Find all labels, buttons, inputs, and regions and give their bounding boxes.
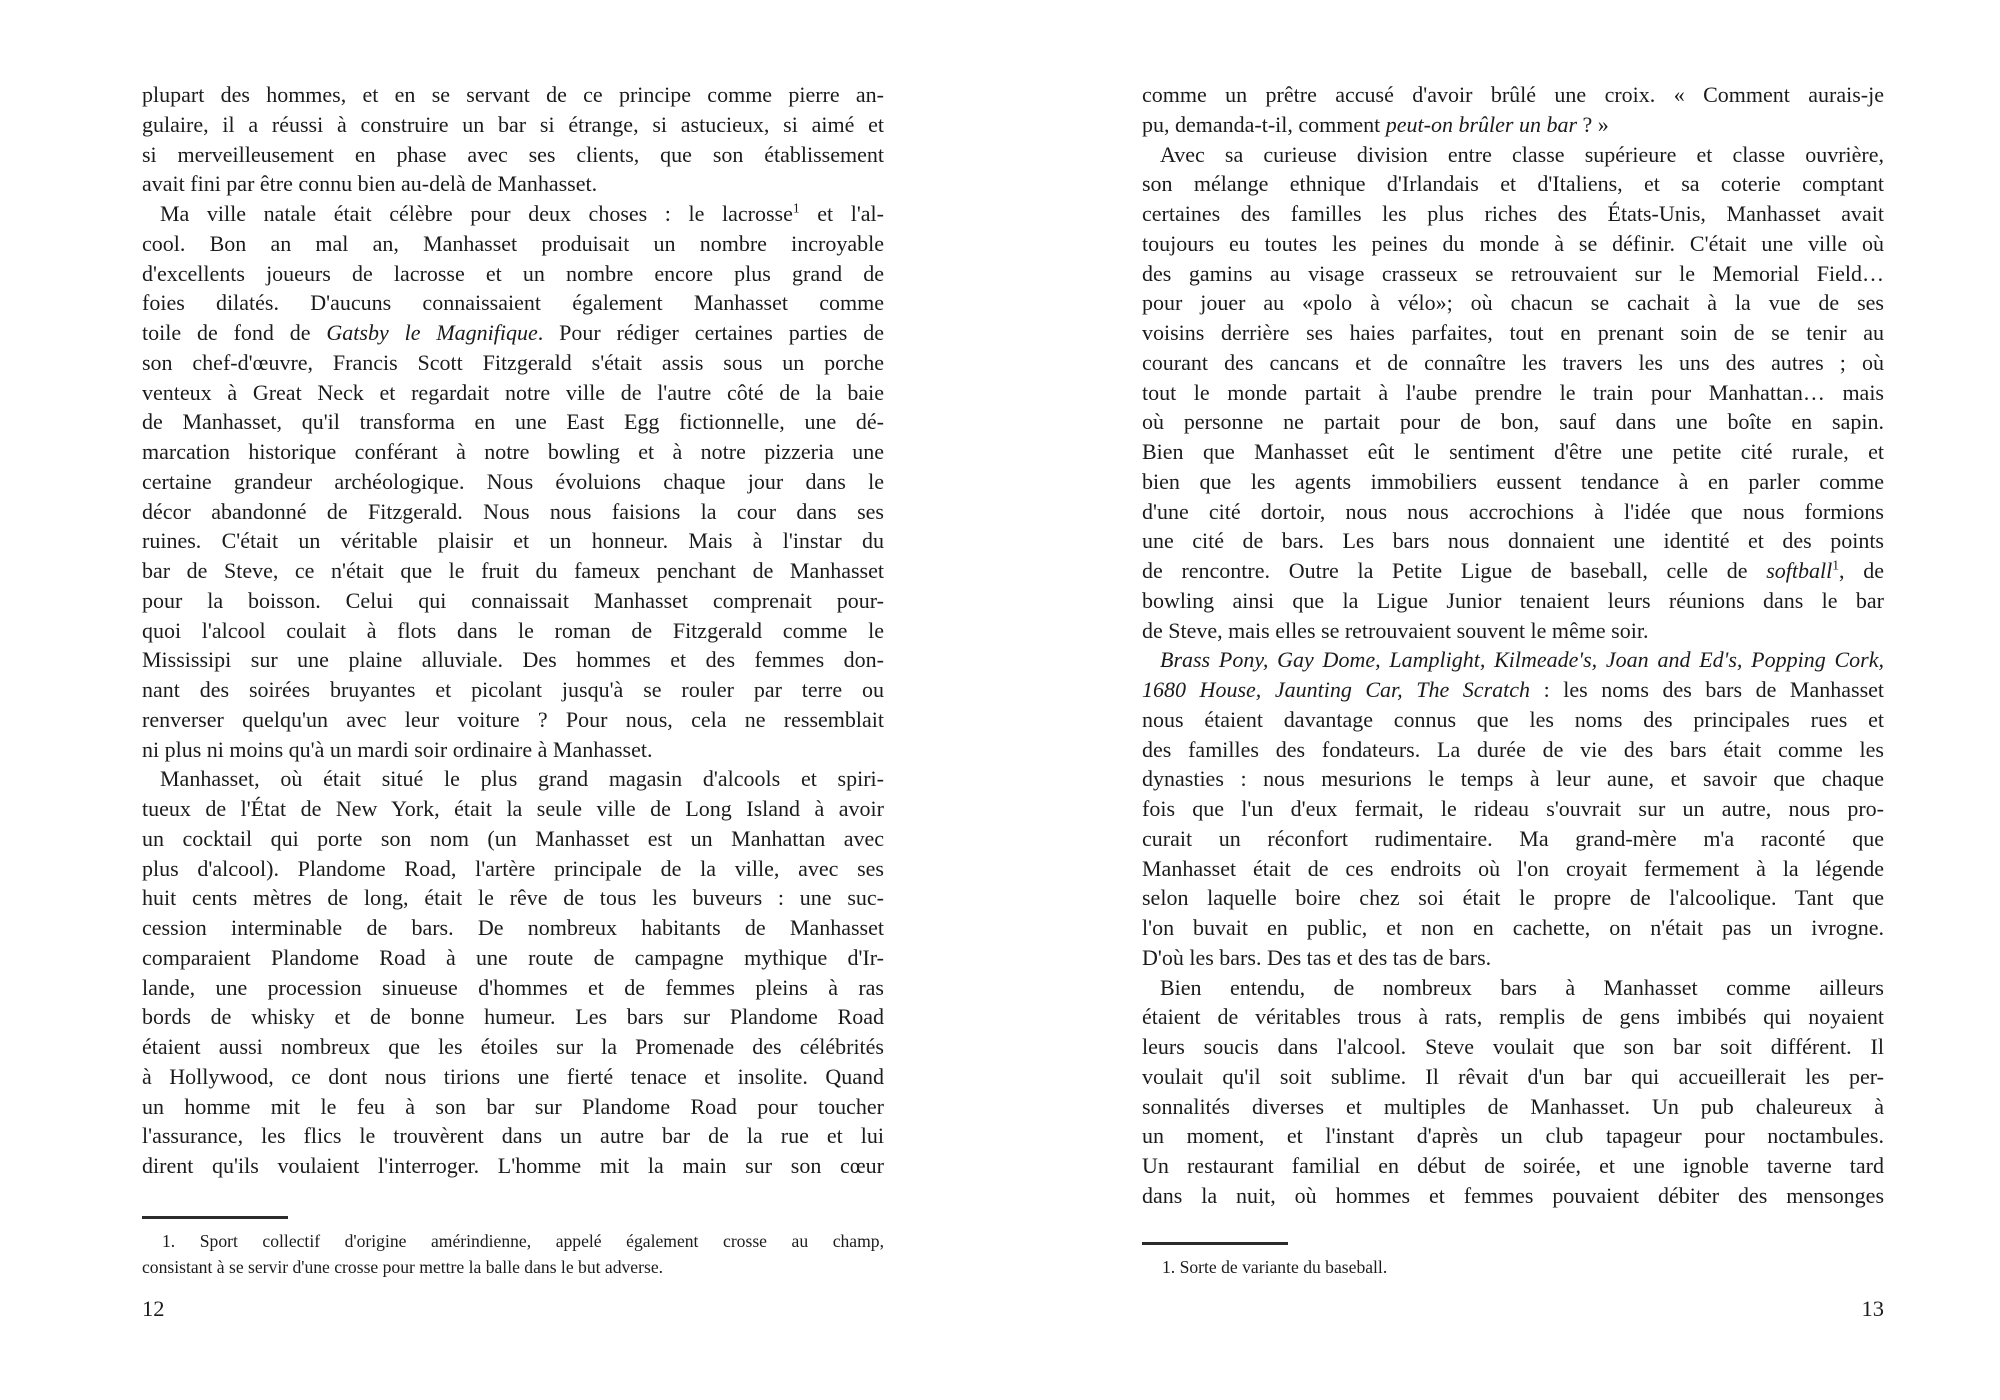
text-line: bords de whisky et de bonne humeur. Les bars sur Plandome Road	[142, 1004, 884, 1030]
text-line: avait fini par être connu bien au-delà de Manhasset.	[142, 171, 598, 197]
text-line: l'on buvait en public, et non en cachette, on n'était pas un ivrogne.	[1142, 915, 1884, 940]
text-line: dans la nuit, où hommes et femmes pouvaient débiter des mensonges	[1142, 1182, 1884, 1208]
text-line: certaine grandeur archéologique. Nous évoluions chaque jour dans le	[142, 468, 884, 494]
text-line: plus d'alcool). Plandome Road, l'artère principale de la ville, avec ses	[142, 855, 884, 881]
text-line: nous étaient davantage connus que les noms des principales rues et	[1142, 706, 1884, 732]
page-left-footnote	[142, 1228, 884, 1280]
text-line: toujours eu toutes les peines du monde à se définir. C'était une ville où	[1142, 230, 1884, 256]
text-line: bowling ainsi que la Ligue Junior tenaient leurs réunions dans le bar	[1142, 587, 1884, 613]
text-line: nant des soirées bruyantes et picolant jusqu'à se rouler par terre ou	[142, 677, 884, 702]
text-line: Bien que Manhasset eût le sentiment d'être une petite cité rurale, et	[1142, 439, 1884, 464]
text-line: pu, demanda-t-il, comment peut-on brûler un bar ? »	[1142, 111, 1609, 137]
text-line: venteux à Great Neck et regardait notre ville de l'autre côté de la baie	[142, 379, 884, 405]
footnote-reference: 1	[1832, 557, 1840, 573]
text-line: toile de fond de Gatsby le Magnifique. Pour rédiger certaines parties de	[142, 320, 884, 345]
text-line: 1680 House, Jaunting Car, The Scratch : les noms des bars de Manhasset	[1142, 677, 1885, 702]
text-line: renverser quelqu'un avec leur voiture ? Pour nous, cela ne ressemblait	[142, 706, 884, 732]
text-line: 1. Sport collectif d'origine amérindienne, appelé également crosse au champ,	[162, 1231, 884, 1251]
italic-text: Gatsby le Magnifique	[326, 320, 538, 345]
page-number-left: 12	[142, 1296, 165, 1321]
text-line: étaient aussi nombreux que les étoiles sur la Promenade des célébrités	[142, 1034, 884, 1059]
text-line: Un restaurant familial en début de soirée, et une ignoble taverne tard	[1142, 1153, 1884, 1178]
text-line: voulait qu'il soit sublime. Il rêvait d'un bar qui accueillerait les per-	[1142, 1063, 1884, 1089]
text-line: Ma ville natale était célèbre pour deux choses : le lacrosse$^1$ et l'al-	[160, 200, 884, 226]
text-line: si merveilleusement en phase avec ses clients, que son établissement	[142, 141, 884, 167]
footnote-separator-rule	[1142, 1242, 1288, 1245]
text-line: Avec sa curieuse division entre classe supérieure et classe ouvrière,	[1160, 141, 1884, 167]
text-line: tout le monde partait à l'aube prendre le train pour Manhattan… mais	[1142, 379, 1884, 405]
text-line: une cité de bars. Les bars nous donnaient une identité et des points	[1142, 528, 1884, 554]
text-line: de Steve, mais elles se retrouvaient souvent le même soir.	[1142, 617, 1649, 643]
text-line: voisins derrière ses haies parfaites, tout en prenant soin de se tenir au	[1142, 320, 1884, 345]
text-line: décor abandonné de Fitzgerald. Nous nous faisions la cour dans ses	[142, 498, 884, 524]
text-line: de Manhasset, qu'il transforma en une East Egg fictionnelle, une dé-	[142, 409, 884, 435]
text-line: fois que l'un d'eux fermait, le rideau s'ouvrait sur un autre, nous pro-	[1142, 796, 1884, 821]
text-line: huit cents mètres de long, était le rêve de tous les buveurs : une suc-	[142, 885, 884, 911]
text-line: un moment, et l'instant d'après un club tapageur pour noctambules.	[1142, 1123, 1884, 1149]
text-line: bien que les agents immobiliers eussent tendance à en parler comme	[1142, 468, 1884, 494]
italic-text: 1680 House, Jaunting Car, The Scratch	[1142, 677, 1531, 702]
text-line: plupart des hommes, et en se servant de ce principe comme pierre an-	[142, 82, 884, 107]
italic-text: Brass Pony, Gay Dome, Lamplight, Kilmeade's, Joan and Ed's, Popping Cork,	[1160, 647, 1884, 673]
text-line: comparaient Plandome Road à une route de campagne mythique d'Ir-	[142, 944, 884, 970]
page-number-right: 13	[1861, 1296, 1884, 1321]
text-line: son chef-d'œuvre, Francis Scott Fitzgerald s'était assis sous un porche	[142, 349, 884, 375]
footnote-reference: 1	[792, 200, 800, 216]
text-line: étaient de véritables trous à rats, remplis de gens imbibés qui noyaient	[1142, 1004, 1884, 1030]
text-line: cool. Bon an mal an, Manhasset produisait un nombre incroyable	[142, 230, 884, 256]
text-line: leurs soucis dans l'alcool. Steve voulait que son bar soit différent. Il	[1142, 1034, 1884, 1059]
italic-text: peut-on brûler un bar	[1385, 111, 1578, 137]
text-line: quoi l'alcool coulait à flots dans le roman de Fitzgerald comme le	[142, 617, 884, 643]
text-line: marcation historique conférant à notre bowling et à notre pizzeria une	[142, 439, 884, 464]
page-right-footnote	[1142, 1254, 1884, 1280]
text-line: ruines. C'était un véritable plaisir et un honneur. Mais à l'instar du	[142, 528, 884, 554]
text-line: l'assurance, les flics le trouvèrent dans un autre bar de la rue et lui	[142, 1123, 884, 1149]
text-line: d'excellents joueurs de lacrosse et un nombre encore plus grand de	[142, 260, 884, 286]
text-line: certaines des familles les plus riches des États-Unis, Manhasset avait	[1142, 201, 1884, 226]
text-line: dirent qu'ils voulaient l'interroger. L'homme mit la main sur son cœur	[142, 1153, 884, 1178]
text-line: pour jouer au «polo à vélo»; où chacun se cachait à la vue de ses	[1142, 290, 1884, 316]
text-line: où personne ne partait pour de bon, sauf dans une boîte en sapin.	[1142, 409, 1884, 435]
text-line: D'où les bars. Des tas et des tas de bars.	[1142, 944, 1492, 970]
text-line: ni plus ni moins qu'à un mardi soir ordinaire à Manhasset.	[142, 736, 653, 762]
text-line: foies dilatés. D'aucuns connaissaient également Manhasset comme	[142, 290, 884, 316]
text-line: 1. Sorte de variante du baseball.	[1162, 1257, 1388, 1277]
text-line: courant des cancans et de connaître les travers les uns des autres ; où	[1142, 349, 1884, 375]
text-line: bar de Steve, ce n'était que le fruit du fameux penchant de Manhasset	[142, 558, 884, 583]
text-line: Manhasset était de ces endroits où l'on croyait fermement à la légende	[1142, 855, 1884, 881]
text-line: sonnalités diverses et multiples de Manhasset. Un pub chaleureux à	[1142, 1093, 1884, 1119]
text-line: un cocktail qui porte son nom (un Manhasset est un Manhattan avec	[142, 825, 884, 851]
text-line: tueux de l'État de New York, était la seule ville de Long Island à avoir	[142, 796, 884, 821]
text-line: des familles des fondateurs. La durée de vie des bars était comme les	[1142, 736, 1884, 762]
text-line: un homme mit le feu à son bar sur Plandome Road pour toucher	[142, 1093, 884, 1119]
text-line	[1142, 645, 1884, 675]
page-right-body-text	[1142, 80, 1884, 1211]
text-line: Bien entendu, de nombreux bars à Manhasset comme ailleurs	[1160, 974, 1884, 1000]
text-line: son mélange ethnique d'Irlandais et d'Italiens, et sa coterie comptant	[1142, 171, 1884, 197]
text-line: pour la boisson. Celui qui connaissait Manhasset comprenait pour-	[142, 587, 884, 613]
text-line: de rencontre. Outre la Petite Ligue de baseball, celle de softball$^1$, de	[1142, 557, 1884, 583]
text-line: d'une cité dortoir, nous nous accrochions à l'idée que nous formions	[1142, 498, 1884, 524]
text-line: consistant à se servir d'une crosse pour mettre la balle dans le but adverse.	[142, 1257, 664, 1277]
text-line: Manhasset, où était situé le plus grand magasin d'alcools et spiri-	[160, 766, 884, 792]
text-line: des gamins au visage crasseux se retrouvaient sur le Memorial Field…	[1142, 260, 1884, 286]
italic-text: softball	[1766, 558, 1833, 583]
text-line: comme un prêtre accusé d'avoir brûlé une croix. « Comment aurais-je	[1142, 82, 1884, 107]
text-line: dynasties : nous mesurions le temps à leur aune, et savoir que chaque	[1142, 766, 1884, 792]
text-line: gulaire, il a réussi à construire un bar si étrange, si astucieux, si aimé et	[142, 111, 884, 137]
text-line: selon laquelle boire chez soi était le propre de l'alcoolique. Tant que	[1142, 885, 1884, 911]
footnote-separator-rule	[142, 1216, 288, 1219]
text-line: lande, une procession sinueuse d'hommes et de femmes pleins à ras	[142, 974, 884, 1000]
text-line: cession interminable de bars. De nombreux habitants de Manhasset	[142, 915, 884, 940]
text-line: Mississipi sur une plaine alluviale. Des hommes et des femmes don-	[142, 647, 884, 673]
text-line: curait un réconfort rudimentaire. Ma grand-mère m'a raconté que	[1142, 825, 1884, 851]
page-left-body-text	[142, 80, 884, 1181]
text-line: à Hollywood, ce dont nous tirions une fierté tenace et insolite. Quand	[142, 1063, 884, 1089]
